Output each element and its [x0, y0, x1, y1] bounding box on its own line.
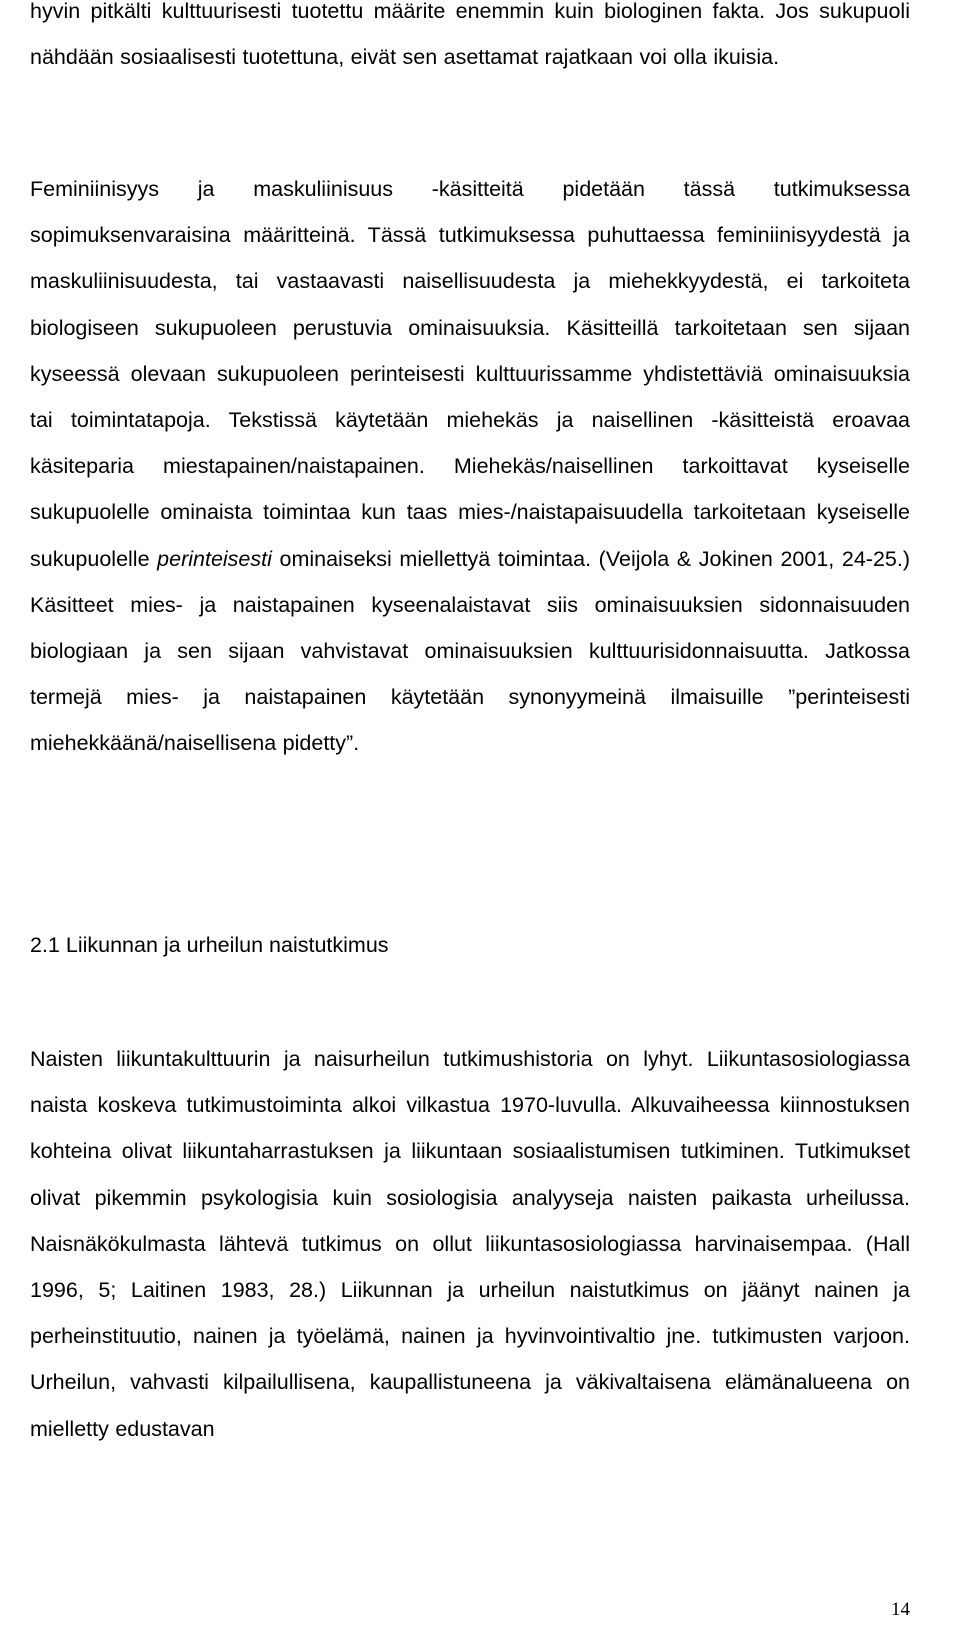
section-heading: 2.1 Liikunnan ja urheilun naistutkimus [30, 933, 389, 957]
page-number: 14 [891, 1599, 910, 1620]
paragraph-womens-sport-research [30, 1036, 910, 1452]
paragraph-text-part-1: Feminiinisyys ja maskuliinisuus -käsitteitä pidetään tässä tutkimuksessa sopimuksenvaraisina määritteinä. Tässä tutkimuksessa puhuttaessa feminiinisyydestä ja maskuliinisuudesta, tai vastaavasti naisellisuudesta ja miehekkyydestä, ei tarkoiteta biologiseen sukupuoleen perustuvia ominaisuuksia. Käsitteillä tarkoitetaan sen sijaan kyseessä olevaan sukupuoleen perinteisesti kulttuurissamme yhdistettäviä ominaisuuksia tai toimintatapoja. Tekstissä käytetään miehekäs ja naisellinen -käsitteistä eroavaa käsiteparia miestapainen/naistapainen. Miehekäs/naisellinen tarkoittavat kyseiselle sukupuolelle ominaista toimintaa kun taas mies-/naistapaisuudella tarkoitetaan kyseiselle sukupuolelle [30, 177, 910, 571]
emphasized-word: perinteisesti [157, 546, 272, 571]
paragraph-text-part-2: ominaiseksi miellettyä toimintaa. (Veijola & Jokinen 2001, 24-25.) Käsitteet mies- ja naistapainen kyseenalaistavat siis ominaisuuksien sidonnaisuuden biologiaan ja sen sijaan vahvistavat ominaisuuksien kulttuurisidonnaisuutta. Jatkossa termejä mies- ja naistapainen käytetään synonyymeinä ilmaisuille ”perinteisesti miehekkäänä/naisellisena pidetty”. [30, 546, 910, 756]
paragraph-text: Naisten liikuntakulttuurin ja naisurheilun tutkimushistoria on lyhyt. Liikuntasosiologiassa naista koskeva tutkimustoiminta alkoi vilkastua 1970-luvulla. Alkuvaiheessa kiinnostuksen kohteina olivat liikuntaharrastuksen ja liikuntaan sosiaalistumisen tutkiminen. Tutkimukset olivat pikemmin psykologisia kuin sosiologisia analyyseja naisten paikasta urheilussa. Naisnäkökulmasta lähtevä tutkimus on ollut liikuntasosiologiassa harvinaisempaa. (Hall 1996, 5; Laitinen 1983, 28.) Liikunnan ja urheilun naistutkimus on jäänyt nainen ja perheinstituutio, nainen ja työelämä, nainen ja hyvinvointivaltio jne. tutkimusten varjoon. Urheilun, vahvasti kilpailullisena, kaupallistuneena ja väkivaltaisena elämänalueena on mielletty edustavan [30, 1047, 910, 1441]
paragraph-femininity-masculinity [30, 166, 910, 767]
paragraph-sex-as-cultural-construct [30, 0, 910, 80]
paragraph-text: hyvin pitkälti kulttuurisesti tuotettu määrite enemmin kuin biologinen fakta. Jos sukupuoli nähdään sosiaalisesti tuotettuna, eivät sen asettamat rajatkaan voi olla ikuisia. [30, 0, 910, 70]
